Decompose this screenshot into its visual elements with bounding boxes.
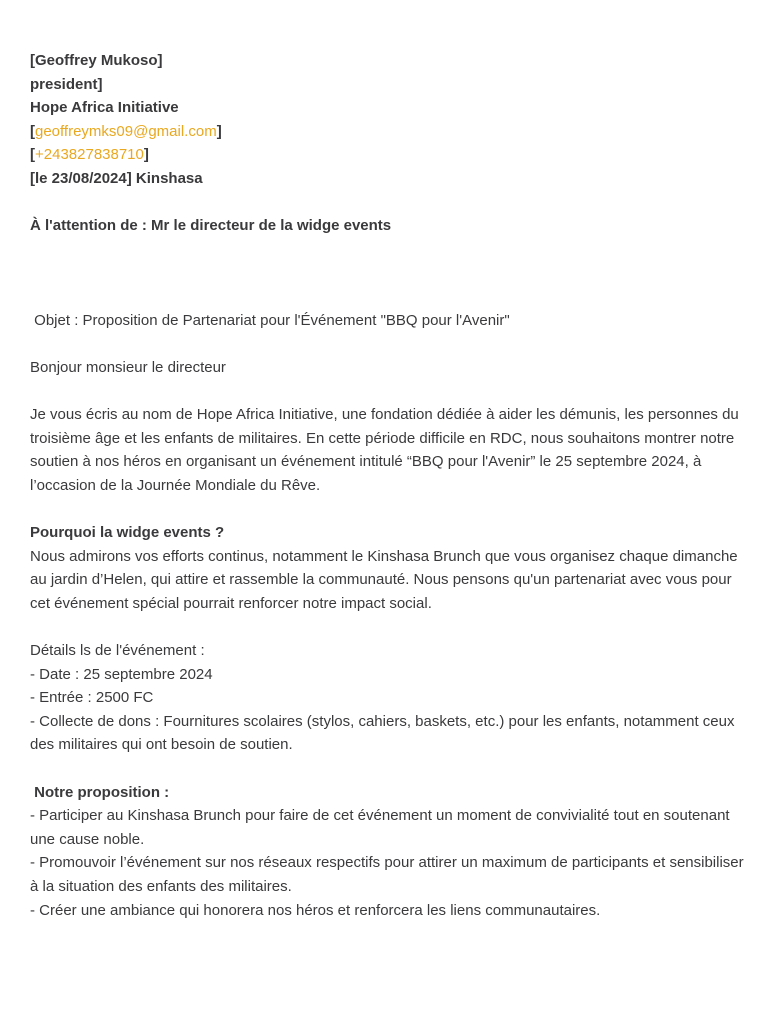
sender-title: president] (30, 75, 103, 93)
details-heading: Détails ls de l'événement : (30, 642, 205, 660)
proposal-item: - Participer au Kinshasa Brunch pour faire de cet événement un moment de convivialité tout en soutenant une cause noble. (30, 807, 730, 848)
greeting: Bonjour monsieur le directeur (30, 358, 226, 376)
proposal-item: - Créer une ambiance qui honorera nos héros et renforcera les liens communautaires. (30, 901, 601, 919)
why-heading: Pourquoi la widge events ? (30, 524, 225, 542)
sender-name: [Geoffrey Mukoso] (30, 52, 163, 69)
proposal-heading: Notre proposition : (30, 783, 170, 801)
sender-email-line (30, 120, 745, 144)
bracket-open: [ (30, 146, 35, 164)
letter (30, 49, 745, 922)
sender-block (30, 49, 745, 191)
bracket-open: [ (30, 122, 35, 140)
proposal-item: - Promouvoir l’événement sur nos réseaux respectifs pour attirer un maximum de participants et sensibiliser à la situation des enfants des militaires. (30, 854, 744, 895)
subject-line: Objet : Proposition de Partenariat pour l'Événement "BBQ pour l'Avenir" (30, 311, 510, 329)
bracket-close: ] (143, 146, 149, 164)
attention-line: À l'attention de : Mr le directeur de la widge events (30, 217, 392, 235)
sender-phone-line (30, 143, 745, 167)
intro-paragraph: Je vous écris au nom de Hope Africa Initiative, une fondation dédiée à aider les démunis, les personnes du troisième âge et les enfants de militaires. En cette période difficile en RDC, nous souhaitons montrer notre soutien à nos héros en organisant un événement intitulé “BBQ pour l'Avenir” le 25 septembre 2024, à l’occasion de la Journée Mondiale du Rêve. (30, 406, 739, 494)
details-item: - Date : 25 septembre 2024 (30, 665, 213, 683)
details-item: - Collecte de dons : Fournitures scolaires (stylos, cahiers, baskets, etc.) pour les enfants, notamment ceux des militaires qui ont besoin de soutien. (30, 712, 735, 754)
why-paragraph: Nous admirons vos efforts continus, notamment le Kinshasa Brunch que vous organisez chaque dimanche au jardin d’Helen, qui attire et rassemble la communauté. Nous pensons qu'un partenariat avec vous pour cet événement spécial pourrait renforcer notre impact social. (30, 547, 738, 612)
sender-date-place: [le 23/08/2024] Kinshasa (30, 169, 203, 187)
bracket-close: ] (216, 122, 222, 140)
sender-organization: Hope Africa Initiative (30, 99, 179, 117)
sender-email-link[interactable]: geoffreymks09@gmail.com (35, 122, 217, 140)
details-item: - Entrée : 2500 FC (30, 689, 154, 707)
sender-phone-link[interactable]: +243827838710 (35, 146, 144, 164)
